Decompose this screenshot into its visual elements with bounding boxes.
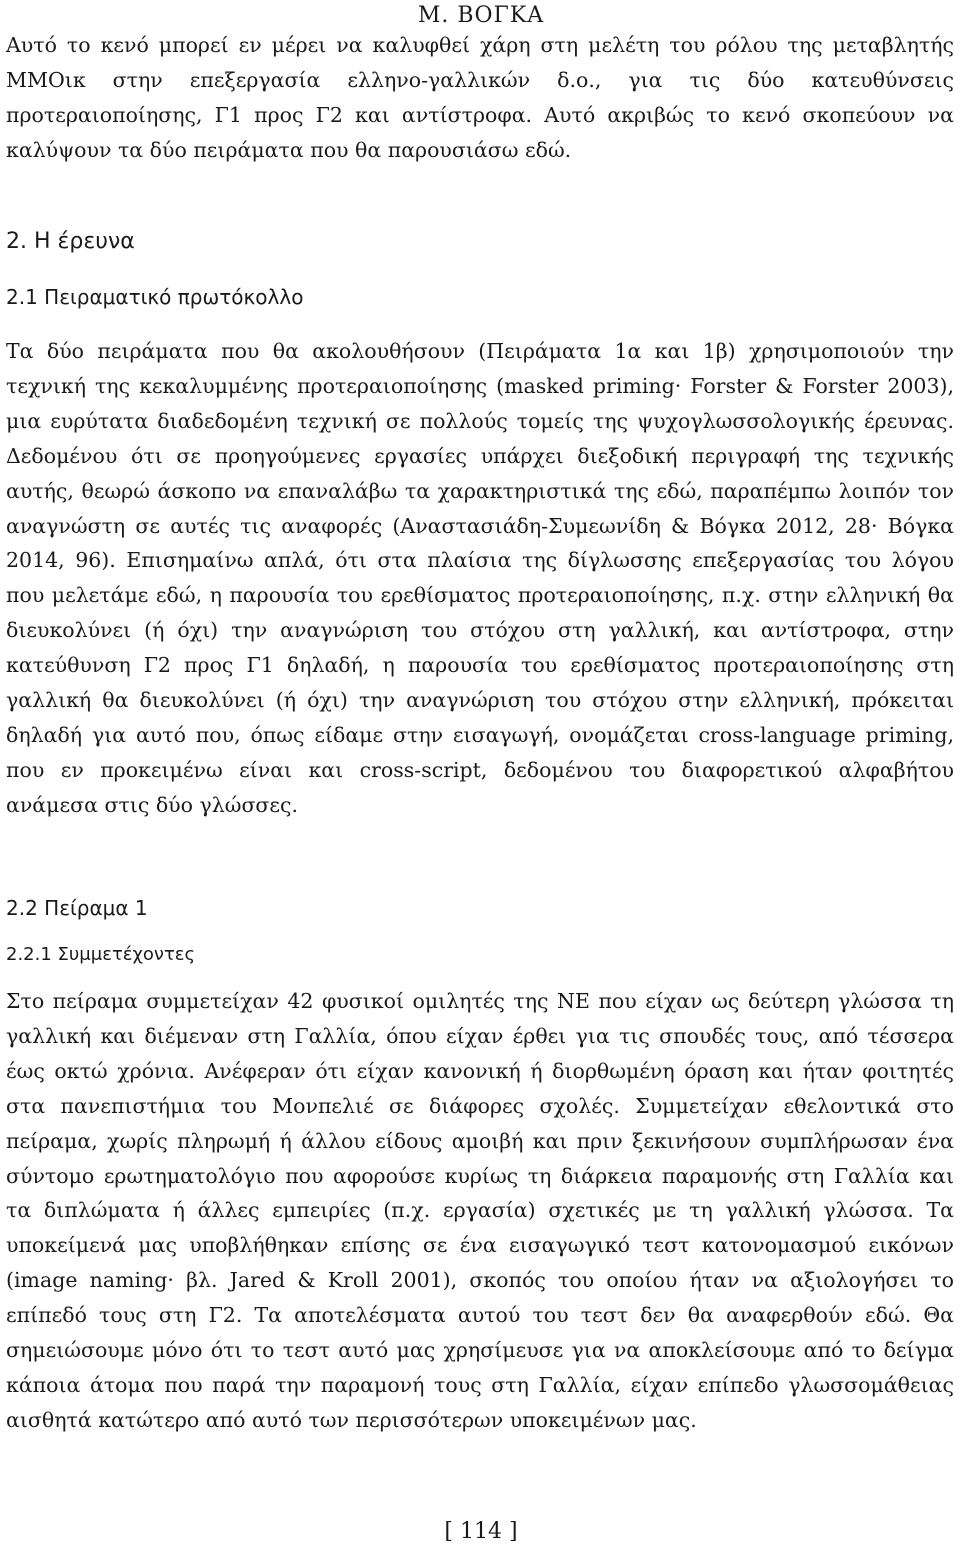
intro-paragraph: Αυτό το κενό μπορεί εν μέρει να καλυφθεί χάρη στη μελέτη του ρόλου της μεταβλητής ΜΜΟικ στην επεξεργασία ελληνο-γαλλικών δ.ο., για τις δύο κατευθύνσεις προτεραιοποίησης, Γ1 προς Γ2 και αντίστροφα. Αυτό ακριβώς το κενό σκοπεύουν να καλύψουν τα δύο πειράματα που θα παρουσιάσω εδώ. — [6, 33, 954, 162]
subsection-heading-experiment: 2.2 Πείραμα 1 — [6, 896, 148, 920]
protocol-paragraph: Τα δύο πειράματα που θα ακολουθήσουν (Πειράματα 1α και 1β) χρησιμοποιούν την τεχνική της κεκαλυμμένης προτεραιοποίησης (masked priming· Forster & Forster 2003), μια ευρύτατα διαδεδομένη τεχνική σε πολλούς τομείς της ψυχογλωσσολογικής έρευνας. Δεδομένου ότι σε προηγούμενες εργασίες υπάρχει διεξοδική περιγραφή της τεχνικής αυτής, θεωρώ άσκοπο να επαναλάβω τα χαρακτηριστικά της εδώ, παραπέμπω λοιπόν τον αναγνώστη σε αυτές τις αναφορές (Αναστασιάδη-Συμεωνίδη & Βόγκα 2012, 28· Βόγκα 2014, 96). Επισημαίνω απλά, ότι στα πλαίσια της δίγλωσσης επεξεργασίας του λόγου που μελετάμε εδώ, η παρουσία του ερεθίσματος προτεραιοποίησης, π.χ. στην ελληνική θα διευκολύνει (ή όχι) την αναγνώριση του στόχου στη γαλλική, και αντίστροφα, στην κατεύθυνση Γ2 προς Γ1 δηλαδή, η παρουσία του ερεθίσματος προτεραιοποίησης στη γαλλική θα διευκολύνει (ή όχι) την αναγνώριση του στόχου στην ελληνική, πρόκειται δηλαδή για αυτό που, όπως είδαμε στην εισαγωγή, ονομάζεται cross-language priming, που εν προκειμένω είναι και cross-script, δεδομένου του διαφορετικού αλφαβήτου ανάμεσα στις δύο γλώσσες. — [6, 339, 954, 817]
page-number: [ 114 ] — [444, 1519, 518, 1544]
subsection-heading-protocol: 2.1 Πειραματικό πρωτόκολλο — [6, 285, 304, 309]
running-head: M. ΒΟΓΚΑ — [417, 3, 545, 28]
section-heading: 2. Η έρευνα — [6, 229, 135, 254]
participants-paragraph: Στο πείραμα συμμετείχαν 42 φυσικοί ομιλητές της ΝΕ που είχαν ως δεύτερη γλώσσα τη γαλλική και διέμεναν στη Γαλλία, όπου είχαν έρθει για τις σπουδές τους, από τέσσερα έως οκτώ χρόνια. Ανέφεραν ότι είχαν κανονική ή διορθωμένη όραση και ήταν φοιτητές στα πανεπιστήμια του Μονπελιέ σε διάφορες σχολές. Συμμετείχαν εθελοντικά στο πείραμα, χωρίς πληρωμή ή άλλου είδους αμοιβή και πριν ξεκινήσουν συμπλήρωσαν ένα σύντομο ερωτηματολόγιο που αφορούσε κυρίως τη διάρκεια παραμονής στη Γαλλία και τα διπλώματα ή άλλες εμπειρίες (π.χ. εργασία) σχετικές με τη γαλλική γλώσσα. Τα υποκείμενά μας υποβλήθηκαν επίσης σε ένα εισαγωγικό τεστ κατονομασμού εικόνων (image naming· βλ. Jared & Kroll 2001), σκοπός του οποίου ήταν να αξιολογήσει το επίπεδό τους στη Γ2. Τα αποτελέσματα αυτού του τεστ δεν θα αναφερθούν εδώ. Θα σημειώσουμε μόνο ότι το τεστ αυτό μας χρησίμευσε για να αποκλείσουμε από το δείγμα κάποια άτομα που παρά την παραμονή τους στη Γαλλία, είχαν επίπεδο γλωσσομάθειας αισθητά κατώτερο από αυτό των περισσότερων υποκειμένων μας. — [6, 989, 954, 1432]
subsubsection-heading-participants: 2.2.1 Συμμετέχοντες — [6, 944, 196, 965]
document-page — [6, 0, 956, 1553]
